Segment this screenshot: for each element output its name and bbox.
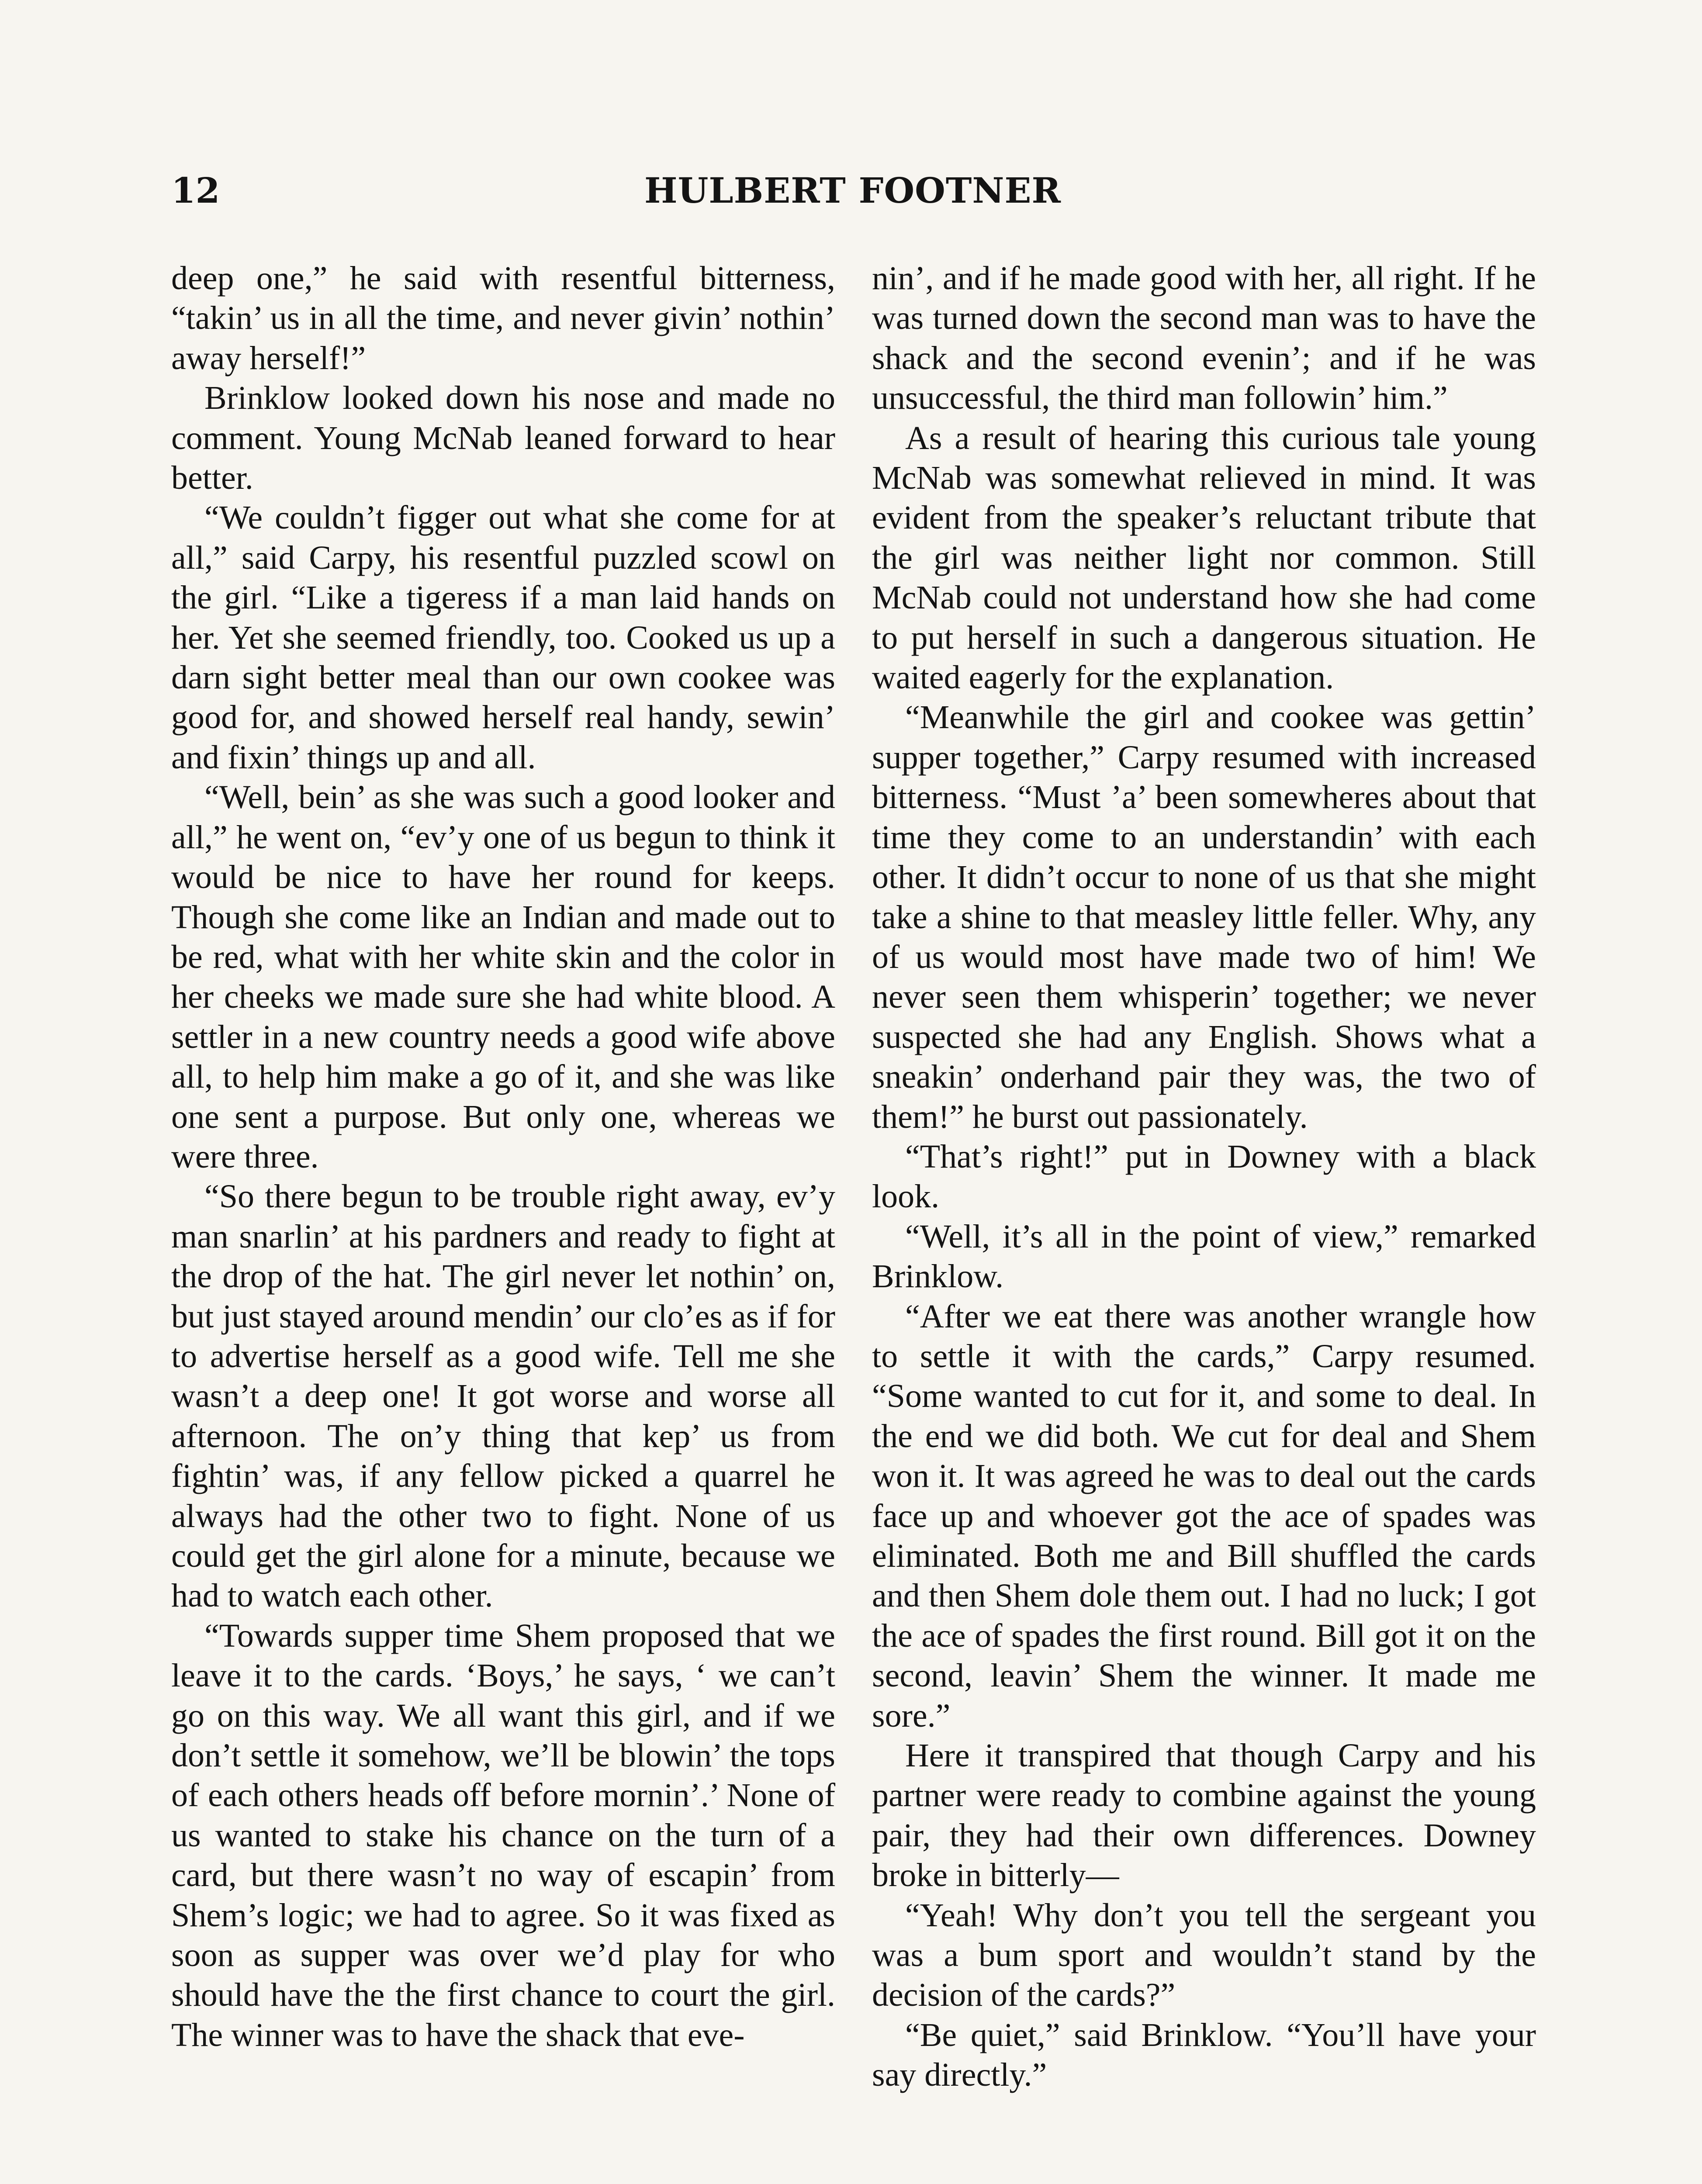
running-head: HULBERT FOOTNER	[644, 170, 1061, 211]
left-column	[171, 259, 835, 2055]
paragraph: “After we eat there was another wrangle how to settle it with the cards,” Carpy resumed. “Some wanted to cut for it, and some to deal. In the end we did both. We cut for deal and Shem won it. It was agreed he was to deal out the cards face up and whoever got the ace of spades was eliminated. Both me and Bill shuffled the cards and then Shem dole them out. I had no luck; I got the ace of spades the first round. Bill got it on the second, leavin’ Shem the winner. It made me sore.”	[872, 1298, 1536, 1734]
paragraph: “We couldn’t figger out what she come for at all,” said Carpy, his resentful puzzled scowl on the girl. “Like a tigeress if a man laid hands on her. Yet she seemed friendly, too. Cooked us up a darn sight better meal than our own cookee was good for, and showed herself real handy, sewin’ and fixin’ things up and all.	[171, 499, 835, 776]
paragraph: Here it transpired that though Carpy and his partner were ready to combine against the young pair, they had their own differences. Downey broke in bitterly—	[872, 1737, 1536, 1894]
paragraph: As a result of hearing this curious tale young McNab was somewhat relieved in mind. It was evident from the speaker’s reluctant tribute that the girl was neither light nor common. Still McNab could not understand how she had come to put herself in such a dangerous situation. He waited eagerly for the explanation.	[872, 419, 1536, 696]
page-header	[171, 169, 1534, 217]
paragraph: “Well, it’s all in the point of view,” remarked Brinklow.	[872, 1218, 1536, 1295]
paragraph: Brinklow looked down his nose and made no comment. Young McNab leaned forward to hear better.	[171, 380, 835, 497]
page-number: 12	[171, 170, 220, 211]
paragraph: nin’, and if he made good with her, all right. If he was turned down the second man was to have the shack and the second evenin’; and if he was unsuccessful, the third man followin’ him.”	[872, 260, 1536, 417]
paragraph: “So there begun to be trouble right away, ev’y man snarlin’ at his pardners and ready to fight at the drop of the hat. The girl never let nothin’ on, but just stayed around mendin’ our clo’es as if for to advertise herself as a good wife. Tell me she wasn’t a deep one! It got worse and worse all afternoon. The on’y thing that kep’ us from fightin’ was, if any fellow picked a quarrel he always had the other two to fight. None of us could get the girl alone for a minute, because we had to watch each other.	[171, 1178, 835, 1614]
paragraph: “Be quiet,” said Brinklow. “You’ll have your say directly.”	[872, 2016, 1536, 2094]
paragraph: “That’s right!” put in Downey with a black look.	[872, 1138, 1536, 1215]
right-column	[872, 259, 1536, 2095]
paragraph: “Meanwhile the girl and cookee was gettin’ supper together,” Carpy resumed with increased bitterness. “Must ’a’ been somewheres about that time they come to an understandin’ with each other. It didn’t occur to none of us that she might take a shine to that measley little feller. Why, any of us would most have made two of him! We never seen them whisperin’ together; we never suspected she had any English. Shows what a sneakin’ onderhand pair they was, the two of them!” he burst out passionately.	[872, 699, 1536, 1135]
paragraph: deep one,” he said with resentful bitterness, “takin’ us in all the time, and never givin’ nothin’ away herself!”	[171, 260, 835, 377]
paragraph: “Towards supper time Shem proposed that we leave it to the cards. ‘Boys,’ he says, ‘ we can’t go on this way. We all want this girl, and if we don’t settle it somehow, we’ll be blowin’ the tops of each others heads off before mornin’.’ None of us wanted to stake his chance on the turn of a card, but there wasn’t no way of escapin’ from Shem’s logic; we had to agree. So it was fixed as soon as supper was over we’d play for who should have the the first chance to court the girl. The winner was to have the shack that eve-	[171, 1617, 835, 2053]
paragraph: “Well, bein’ as she was such a good looker and all,” he went on, “ev’y one of us begun to think it would be nice to have her round for keeps. Though she come like an Indian and made out to be red, what with her white skin and the color in her cheeks we made sure she had white blood. A settler in a new country needs a good wife above all, to help him make a go of it, and she was like one sent a purpose. But only one, whereas we were three.	[171, 779, 835, 1175]
paragraph: “Yeah! Why don’t you tell the sergeant you was a bum sport and wouldn’t stand by the decision of the cards?”	[872, 1897, 1536, 2014]
